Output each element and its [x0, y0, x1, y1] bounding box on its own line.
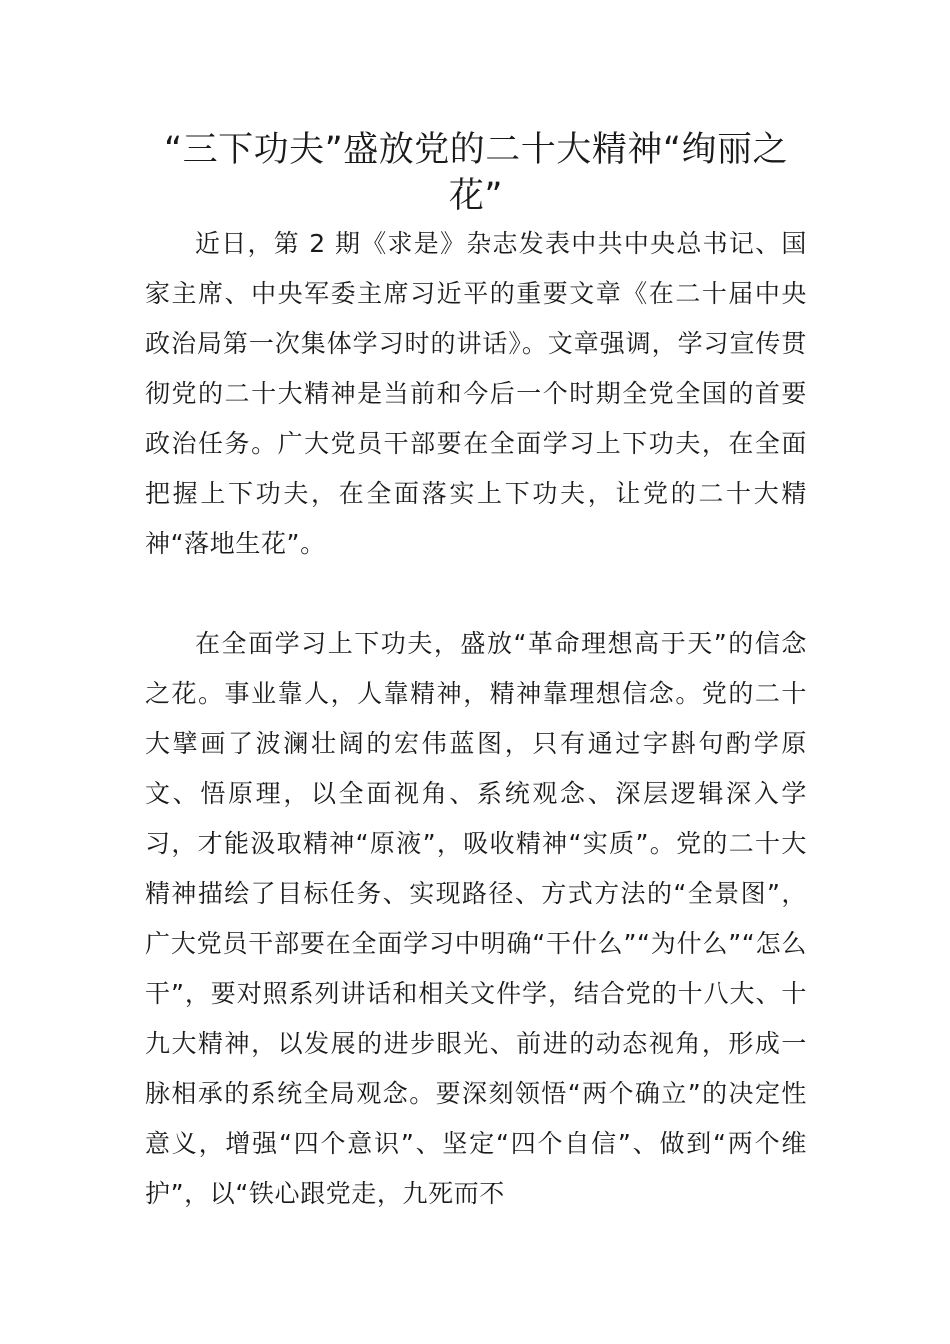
paragraph-gap: [145, 569, 807, 619]
paragraph-intro: 近日，第 2 期《求是》杂志发表中共中央总书记、国家主席、中央军委主席习近平的重要文章《在二十届中央政治局第一次集体学习时的讲话》。文章强调，学习宣传贯彻党的二十大精神是当前和今后一个时期全党全国的首要政治任务。广大党员干部要在全面学习上下功夫，在全面把握上下功夫，在全面落实上下功夫，让党的二十大精神“落地生花”。: [145, 229, 807, 558]
document-title: “三下功夫”盛放党的二十大精神“绚丽之花”: [164, 130, 788, 216]
paragraph-study: 在全面学习上下功夫，盛放“革命理想高于天”的信念之花。事业靠人，人靠精神，精神靠理想信念。党的二十大擘画了波澜壮阔的宏伟蓝图，只有通过字斟句酌学原文、悟原理，以全面视角、系统观念、深层逻辑深入学习，才能汲取精神“原液”，吸收精神“实质”。党的二十大精神描绘了目标任务、实现路径、方式方法的“全景图”，广大党员干部要在全面学习中明确“干什么”“为什么”“怎么干”，要对照系列讲话和相关文件学，结合党的十八大、十九大精神，以发展的进步眼光、前进的动态视角，形成一脉相承的系统全局观念。要深刻领悟“两个确立”的决定性意义，增强“四个意识”、坚定“四个自信”、做到“两个维护”，以“铁心跟党走，九死而不: [145, 629, 807, 1208]
document-body: [145, 127, 807, 1219]
